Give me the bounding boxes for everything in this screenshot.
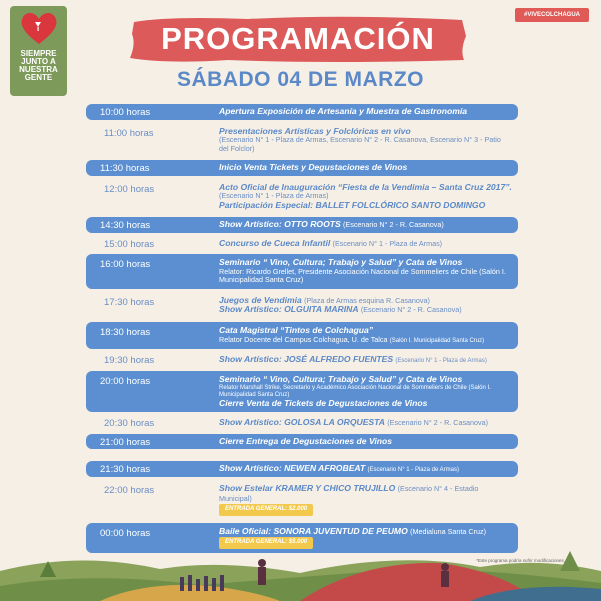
event-time: 21:30 horas [100,464,151,475]
event-title-secondary: Show Artístico: OLGUITA MARINA [219,304,359,314]
event-title: Show Artístico: OTTO ROOTS [219,219,341,229]
event-title: Seminario “ Vino, Cultura; Trabajo y Salud” y Cata de Vinos [219,374,463,384]
event-location: (Escenario N° 2 - R. Casanova) [387,418,489,427]
event-title: Show Estelar KRAMER Y CHICO TRUJILLO [219,483,396,493]
price-badge: ENTRADA GENERAL: $2.000 [219,504,313,516]
schedule-row [86,217,518,233]
event-time: 19:30 horas [104,355,155,366]
event-title: Cierre Entrega de Degustaciones de Vinos [219,435,393,446]
event-time: 16:00 horas [100,259,151,270]
event-location: (Escenario N° 1 - Plaza de Armas) [332,238,443,248]
event-time: 00:00 horas [100,527,151,539]
event-location: (Escenario N° 4 - Estadio Municipal) [219,484,479,503]
schedule-row [86,123,518,158]
schedule-row [86,371,518,412]
event-title: Baile Oficial: SONORA JUVENTUD DE PEUMO [219,525,408,536]
hashtag-badge: #VIVECOLCHAGUA [515,8,589,22]
heart-icon [19,10,59,46]
event-date: SÁBADO 04 DE MARZO [176,68,425,91]
event-location: (Escenario N° 1 - Plaza de Armas) [367,467,459,473]
event-location: (Escenario N° 1 - Plaza de Armas, Escenario N° 2 - R. Casanova, Escenario N° 3 - Patio del Folclor) [219,135,501,153]
price-badge: ENTRADA GENERAL: $5.000 [219,537,313,549]
event-time: 14:30 horas [100,220,151,231]
page-title: PROGRAMACIÓN [161,21,435,56]
event-speaker: Relator Marshall Strike, Secretario y Académico Asociación Nacional de Sommeliers de Chile (Salón I. Municipalidad Santa Cruz) [219,384,491,398]
event-time: 22:00 horas [104,485,155,496]
event-location: (Plaza de Armas esquina R. Casanova) [304,295,430,305]
event-time: 20:30 horas [104,418,155,429]
schedule-row [86,160,518,176]
event-title: Apertura Exposición de Artesanía y Muestra de Gastronomía [219,106,468,116]
event-time: 18:30 horas [100,326,151,338]
event-location: (Escenario N° 2 - R. Casanova) [343,220,444,229]
event-time: 21:00 horas [100,436,151,448]
event-title-secondary: Participación Especial: BALLET FOLCLÓRICO SANTO DOMINGO [219,199,486,210]
event-title: Acto Oficial de Inauguración “Fiesta de la Vendimia – Santa Cruz 2017”. [219,181,512,192]
schedule-row [86,352,518,368]
event-title: Concurso de Cueca Infantil [219,237,331,248]
event-location: (Salón I. Municipalidad Santa Cruz) [389,338,485,344]
event-speaker: Relator: Ricardo Grellet, Presidente Asociación Nacional de Sommeliers de Chile (Salón I. Municipalidad Santa Cruz) [219,266,506,284]
disclaimer-text: *Este programa podría sufrir modificaciones. [476,558,565,563]
schedule-row [86,179,518,215]
schedule-row [86,292,518,319]
event-time: 11:30 horas [100,163,150,174]
schedule-row [86,461,518,477]
schedule-list [86,104,518,556]
schedule-row [86,322,518,350]
event-title: Presentaciones Artísticas y Folclóricas en vivo [219,125,411,136]
event-title: Show Artístico: NEWEN AFROBEAT [219,463,366,473]
logo-slogan: SIEMPRE JUNTO A NUESTRA GENTE [19,49,58,82]
event-title: Show Artístico: GOLOSA LA ORQUESTA [219,417,385,427]
schedule-row [86,434,518,450]
event-time: 12:00 horas [104,183,155,195]
event-title: Cata Magistral “Tintos de Colchagua” [219,324,374,335]
landscape-illustration [0,541,601,601]
event-title: Show Artístico: JOSÉ ALFREDO FUENTES [219,354,394,364]
event-time: 11:00 horas [104,127,154,139]
schedule-row [86,254,518,289]
event-title-secondary: Cierre Venta de Tickets de Degustaciones de Vinos [219,397,428,408]
schedule-row [86,480,518,520]
event-location-secondary: (Escenario N° 2 - R. Casanova) [360,305,462,314]
event-title: Seminario “ Vino, Cultura; Trabajo y Salud” y Cata de Vinos [219,257,463,267]
event-time: 20:00 horas [100,376,151,387]
schedule-row [86,415,518,431]
event-time: 17:30 horas [104,296,155,308]
event-location: (Escenario N° 1 - Plaza de Armas) [219,191,329,200]
title-banner [128,14,468,64]
event-location: (Escenario N° 1 - Plaza de Armas) [395,358,487,364]
event-speaker: Relator Docente del Campus Colchagua, U. de Talca [219,335,388,344]
event-location: (Medialuna Santa Cruz) [410,526,486,536]
event-time: 10:00 horas [100,107,151,118]
event-time: 15:00 horas [104,238,155,250]
event-title: Juegos de Vendimia [219,294,302,305]
event-title: Inicio Venta Tickets y Degustaciones de Vinos [219,162,408,172]
schedule-row [86,104,518,120]
schedule-row [86,236,518,252]
